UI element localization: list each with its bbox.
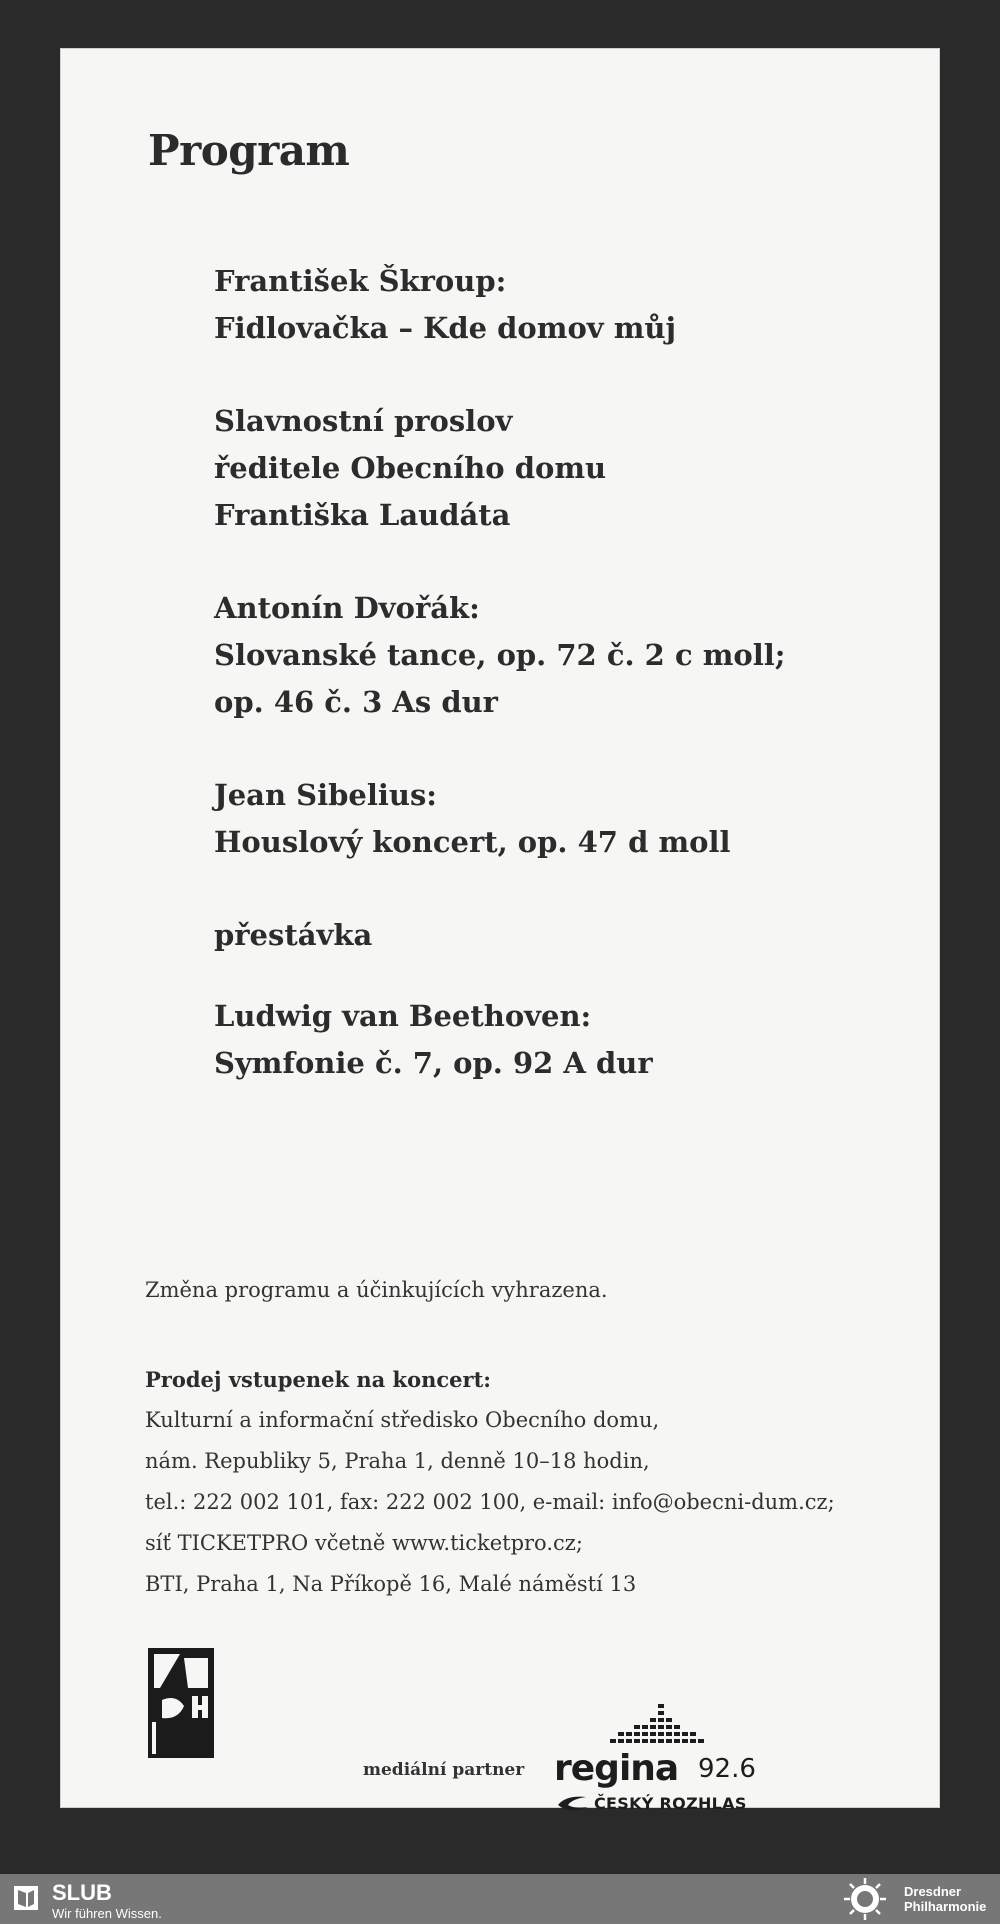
- footer-bar: [0, 1874, 1000, 1924]
- program-line: přestávka: [214, 918, 373, 952]
- program-line: ředitele Obecního domu: [214, 451, 607, 485]
- program-item: [214, 993, 914, 1087]
- ticket-sales-line: BTI, Praha 1, Na Příkopě 16, Malé náměstí 13: [145, 1572, 637, 1596]
- philharmonie-name: [904, 1884, 986, 1914]
- program-line: František Škroup:: [214, 264, 507, 298]
- program-item: [214, 772, 914, 866]
- regina-frequency: 92.6: [698, 1754, 756, 1784]
- cesky-rozhlas-wordmark: ČESKÝ ROZHLAS: [594, 1794, 747, 1813]
- program-line: Františka Laudáta: [214, 498, 511, 532]
- program-list: [214, 258, 914, 1133]
- program-line: Symfonie č. 7, op. 92 A dur: [214, 1046, 653, 1080]
- regina-logo: [554, 1704, 754, 1814]
- media-partner-label: mediální partner: [363, 1760, 525, 1780]
- program-change-notice: Změna programu a účinkujících vyhrazena.: [145, 1278, 608, 1302]
- program-item: [214, 912, 914, 959]
- art-production-logo: [148, 1648, 214, 1758]
- page-title: Program: [148, 126, 350, 175]
- ticket-sales-line: tel.: 222 002 101, fax: 222 002 100, e-mail: info@obecni-dum.cz;: [145, 1490, 835, 1514]
- ticket-sales-line: síť TICKETPRO včetně www.ticketpro.cz;: [145, 1531, 583, 1555]
- program-item: [214, 258, 914, 352]
- equalizer-icon: [610, 1704, 720, 1748]
- program-line: Antonín Dvořák:: [214, 591, 480, 625]
- ticket-sales-info: [145, 1360, 905, 1605]
- regina-wordmark: regina: [554, 1748, 679, 1789]
- program-line: Fidlovačka – Kde domov můj: [214, 311, 677, 345]
- program-leaflet: [60, 48, 940, 1813]
- program-line: Slavnostní proslov: [214, 404, 513, 438]
- slub-logo-text: SLUB: [52, 1880, 112, 1905]
- program-line: op. 46 č. 3 As dur: [214, 685, 498, 719]
- program-line: Ludwig van Beethoven:: [214, 999, 592, 1033]
- ticket-sales-heading: Prodej vstupenek na koncert:: [145, 1367, 492, 1392]
- program-line: Slovanské tance, op. 72 č. 2 c moll;: [214, 638, 786, 672]
- ticket-sales-line: Kulturní a informační středisko Obecního domu,: [145, 1408, 660, 1432]
- program-line: Jean Sibelius:: [214, 778, 437, 812]
- book-icon: [12, 1884, 40, 1912]
- program-item: [214, 398, 914, 539]
- philharmonie-name-line2: Philharmonie: [904, 1899, 987, 1914]
- program-item: [214, 585, 914, 726]
- philharmonie-sun-icon: [842, 1876, 888, 1922]
- cesky-rozhlas-icon: [556, 1793, 590, 1813]
- slub-tagline: Wir führen Wissen.: [52, 1906, 162, 1921]
- ticket-sales-line: nám. Republiky 5, Praha 1, denně 10–18 hodin,: [145, 1449, 650, 1473]
- program-line: Houslový koncert, op. 47 d moll: [214, 825, 731, 859]
- philharmonie-name-line1: Dresdner: [904, 1884, 962, 1899]
